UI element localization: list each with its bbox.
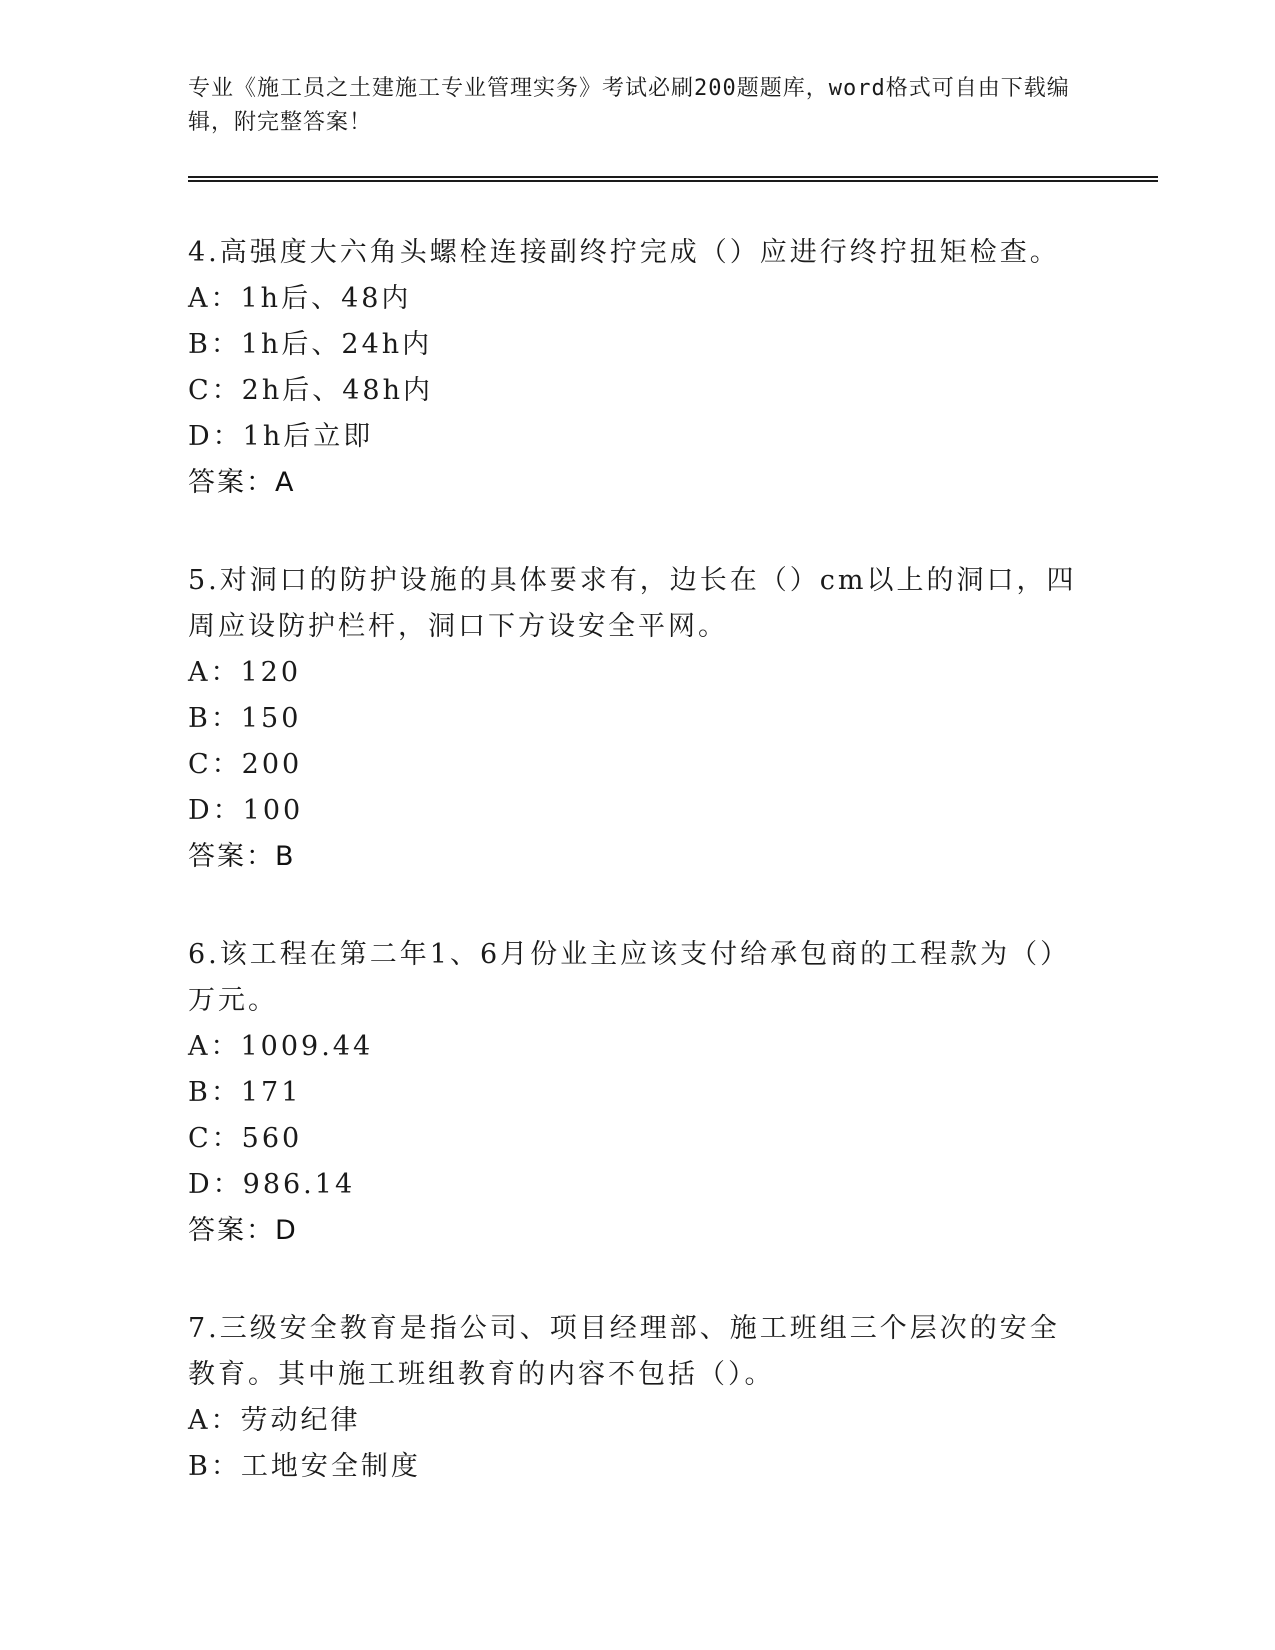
- answer-line: 答案：B: [188, 841, 296, 872]
- option-d: D：986.14: [188, 1169, 356, 1200]
- answer-line: 答案：D: [188, 1215, 298, 1246]
- option-b: B：150: [188, 703, 302, 734]
- option-d: D：100: [188, 795, 304, 826]
- answer-line: 答案：A: [188, 467, 296, 498]
- option-b: B：171: [188, 1077, 302, 1108]
- question-stem: 4.高强度大六角头螺栓连接副终拧完成（）应进行终拧扭矩检查。: [188, 237, 1060, 268]
- option-d: D：1h后立即: [188, 421, 374, 452]
- option-c: C：560: [188, 1123, 303, 1154]
- question-stem: 6.该工程在第二年1、6月份业主应该支付给承包商的工程款为（）万元。: [188, 939, 1071, 1016]
- option-a: A：1h后、48内: [188, 283, 412, 314]
- option-b: B：1h后、24h内: [188, 329, 433, 360]
- option-a: A：1009.44: [188, 1031, 374, 1062]
- option-c: C：200: [188, 749, 303, 780]
- question-5: [188, 558, 1088, 880]
- question-stem: 5.对洞口的防护设施的具体要求有，边长在（）cm以上的洞口，四周应设防护栏杆，洞口下方设安全平网。: [188, 565, 1077, 642]
- question-stem: 7.三级安全教育是指公司、项目经理部、施工班组三个层次的安全教育。其中施工班组教育的内容不包括（）。: [188, 1313, 1060, 1390]
- option-a: A：劳动纪律: [188, 1405, 361, 1436]
- header-divider: [188, 176, 1158, 182]
- option-b: B：工地安全制度: [188, 1451, 421, 1482]
- question-7: [188, 1306, 1088, 1490]
- document-header: 专业《施工员之土建施工专业管理实务》考试必刷200题题库，word格式可自由下载编辑，附完整答案！: [188, 76, 1070, 135]
- question-list: [188, 230, 1088, 1542]
- question-6: [188, 932, 1088, 1254]
- option-c: C：2h后、48h内: [188, 375, 433, 406]
- question-4: [188, 230, 1088, 506]
- option-a: A：120: [188, 657, 302, 688]
